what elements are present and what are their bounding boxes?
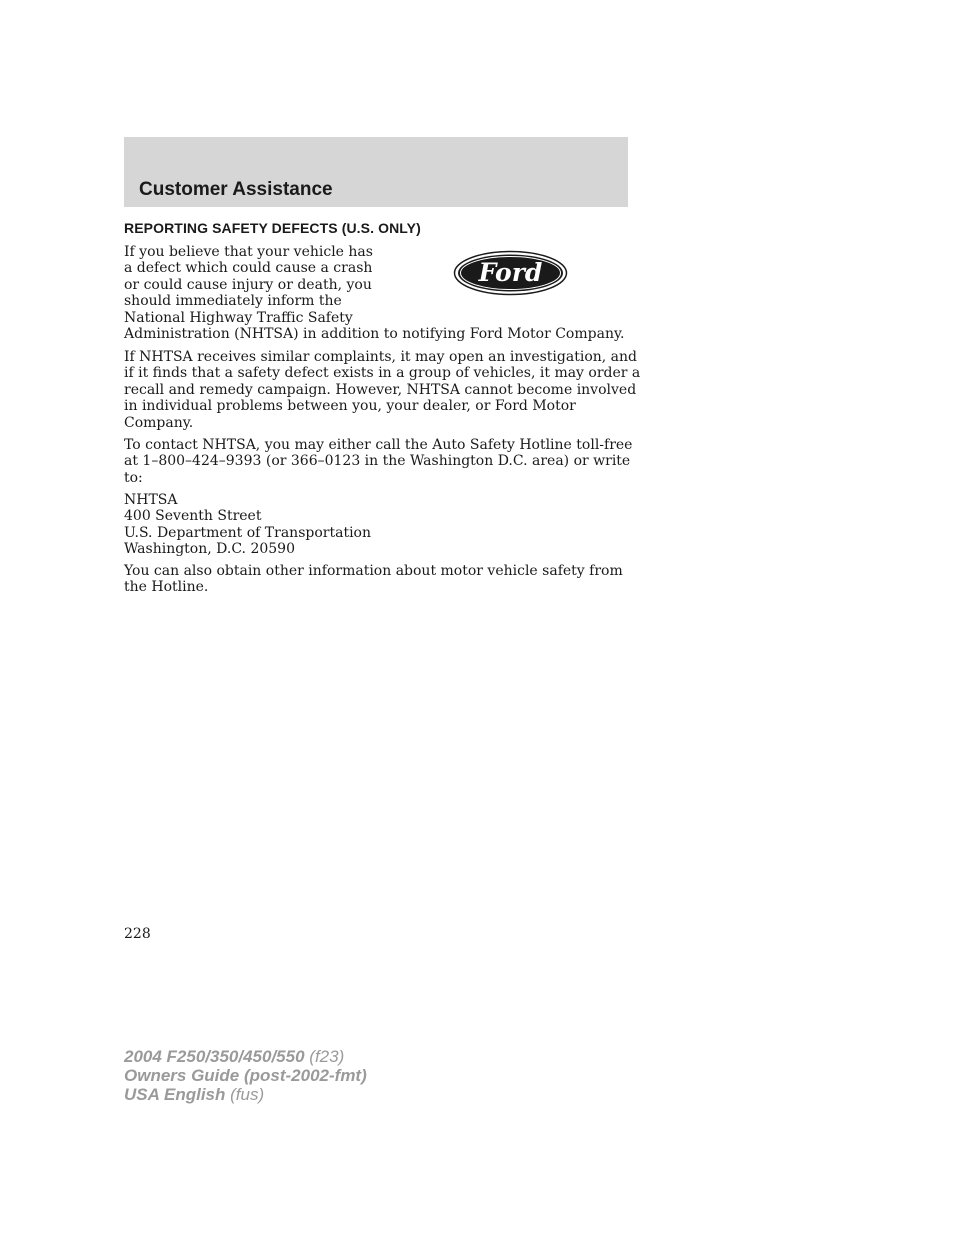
footer-language-code: (fus) [230, 1085, 265, 1104]
footer-model-code: (f23) [309, 1047, 345, 1066]
paragraph-hotline-info [124, 563, 628, 596]
paragraph-line: You can also obtain other information about motor vehicle safety from [124, 563, 623, 579]
paragraph-line: the Hotline. [124, 579, 209, 596]
intro-line: If you believe that your vehicle has [124, 244, 373, 260]
paragraph-line: if it finds that a safety defect exists in a group of vehicles, it may order a [124, 365, 641, 382]
intro-line: or could cause injury or death, you [124, 276, 372, 293]
document-footer [124, 1047, 367, 1104]
paragraph-line: Company. [124, 414, 194, 431]
address-line: Washington, D.C. 20590 [124, 541, 295, 558]
paragraph-line: recall and remedy campaign. However, NHTSA cannot become involved [124, 381, 637, 398]
address-line: NHTSA [124, 492, 178, 508]
intro-line: should immediately inform the [124, 293, 342, 310]
footer-line-guide [124, 1066, 367, 1085]
intro-paragraph [124, 244, 374, 326]
footer-line-model [124, 1047, 367, 1066]
footer-language: USA English [124, 1085, 226, 1104]
address-line: U.S. Department of Transportation [124, 524, 371, 541]
paragraph-line: at 1–800–424–9393 (or 366–0123 in the Washington D.C. area) or write [124, 453, 631, 470]
paragraph-line: to: [124, 469, 143, 486]
intro-line: National Highway Traffic Safety [124, 309, 353, 326]
footer-line-language [124, 1085, 367, 1104]
paragraph-line: in individual problems between you, your dealer, or Ford Motor [124, 398, 576, 415]
heading-reporting-safety-defects: REPORTING SAFETY DEFECTS (U.S. ONLY) [124, 220, 421, 236]
logo-wordmark: Ford [478, 258, 543, 287]
section-header-band [124, 137, 628, 207]
section-title: Customer Assistance [139, 179, 333, 200]
footer-guide: Owners Guide (post-2002-fmt) [124, 1066, 367, 1085]
address-line: 400 Seventh Street [124, 508, 262, 525]
page-number: 228 [124, 926, 151, 942]
paragraph-line: To contact NHTSA, you may either call the Auto Safety Hotline toll-free [124, 437, 633, 453]
ford-oval-logo-icon [453, 250, 568, 296]
paragraph-nhtsa-investigation [124, 349, 641, 431]
footer-model: 2004 F250/350/450/550 [124, 1047, 305, 1066]
intro-paragraph-tail [124, 326, 628, 342]
paragraph-contact-nhtsa [124, 437, 633, 486]
nhtsa-mailing-address [124, 492, 628, 558]
intro-line: a defect which could cause a crash [124, 260, 373, 277]
intro-line: Administration (NHTSA) in addition to notifying Ford Motor Company. [124, 326, 625, 342]
paragraph-line: If NHTSA receives similar complaints, it may open an investigation, and [124, 349, 637, 365]
